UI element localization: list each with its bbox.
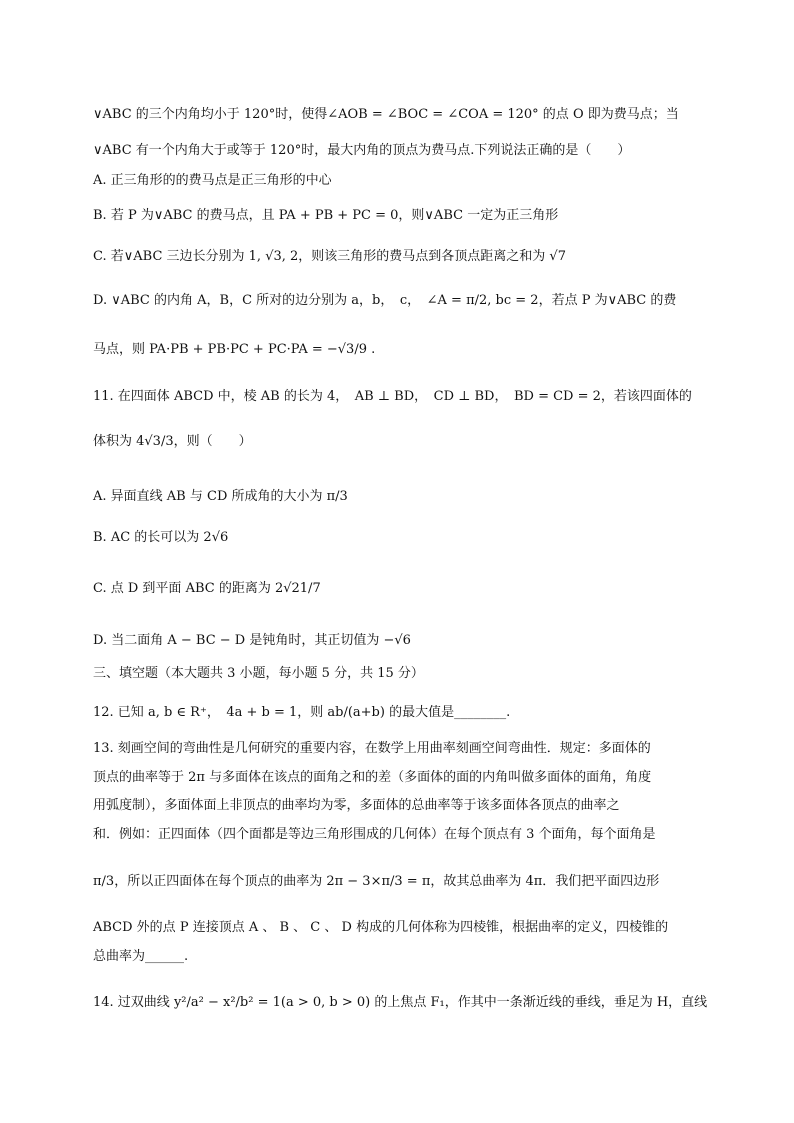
question-14: 14. 过双曲线 y²/a² − x²/b² = 1(a > 0, b > 0) 的上焦点 F₁，作其中一条渐近线的垂线，垂足为 H，直线 (93, 995, 708, 1010)
question-11-cont: 体积为 4√3/3，则（ ） (93, 434, 252, 449)
q11-option-d: D. 当二面角 A − BC − D 是钝角时，其正切值为 −√6 (93, 633, 411, 648)
option-d-fermat: D. ∨ABC 的内角 A，B，C 所对的边分别为 a，b， c， ∠A = π/2, bc = 2，若点 P 为∨ABC 的费 (93, 293, 677, 308)
question-13-line-2: 顶点的曲率等于 2π 与多面体在该点的面角之和的差（多面体的面的内角叫做多面体的面角，角度 (93, 770, 652, 785)
question-13-line-3: 用弧度制），多面体面上非顶点的曲率均为零，多面体的总曲率等于该多面体各顶点的曲率之 (93, 798, 620, 813)
option-c-fermat: C. 若∨ABC 三边长分别为 1, √3, 2，则该三角形的费马点到各顶点距离之和为 √7 (93, 249, 566, 264)
question-13-line-6: ABCD 外的点 P 连接顶点 A 、 B 、 C 、 D 构成的几何体称为四棱锥，根据曲率的定义，四棱锥的 (93, 920, 669, 935)
question-13-line-1: 13. 刻画空间的弯曲性是几何研究的重要内容，在数学上用曲率刻画空间弯曲性．规定：多面体的 (93, 741, 651, 756)
option-d-fermat-cont: 马点，则 PA·PB + PB·PC + PC·PA = −√3/9 . (93, 342, 376, 357)
q11-option-a: A. 异面直线 AB 与 CD 所成角的大小为 π/3 (93, 489, 348, 504)
question-13-line-5: π/3，所以正四面体在每个顶点的曲率为 2π − 3×π/3 = π，故其总曲率为 4π．我们把平面四边形 (93, 874, 660, 889)
q11-option-b: B. AC 的长可以为 2√6 (93, 530, 229, 545)
text-line-1: ∨ABC 的三个内角均小于 120°时，使得∠AOB = ∠BOC = ∠COA = 120° 的点 O 即为费马点；当 (93, 107, 679, 122)
option-a-fermat: A. 正三角形的的费马点是正三角形的中心 (93, 173, 332, 188)
option-b-fermat: B. 若 P 为∨ABC 的费马点，且 PA + PB + PC = 0，则∨ABC 一定为正三角形 (93, 208, 559, 223)
q11-option-c: C. 点 D 到平面 ABC 的距离为 2√21/7 (93, 581, 321, 596)
question-13-line-4: 和．例如：正四面体（四个面都是等边三角形围成的几何体）在每个顶点有 3 个面角，每个面角是 (93, 827, 656, 842)
question-12: 12. 已知 a, b ∈ R⁺， 4a + b = 1，则 ab/(a+b) 的最大值是________. (93, 705, 511, 720)
question-11: 11. 在四面体 ABCD 中，棱 AB 的长为 4， AB ⊥ BD， CD ⊥ BD， BD = CD = 2，若该四面体的 (93, 389, 692, 404)
section-heading-fill-blank: 三、填空题（本大题共 3 小题，每小题 5 分，共 15 分） (93, 666, 424, 681)
question-13-line-7: 总曲率为______. (93, 949, 189, 964)
text-line-2: ∨ABC 有一个内角大于或等于 120°时，最大内角的顶点为费马点.下列说法正确的是（ ） (93, 143, 631, 158)
